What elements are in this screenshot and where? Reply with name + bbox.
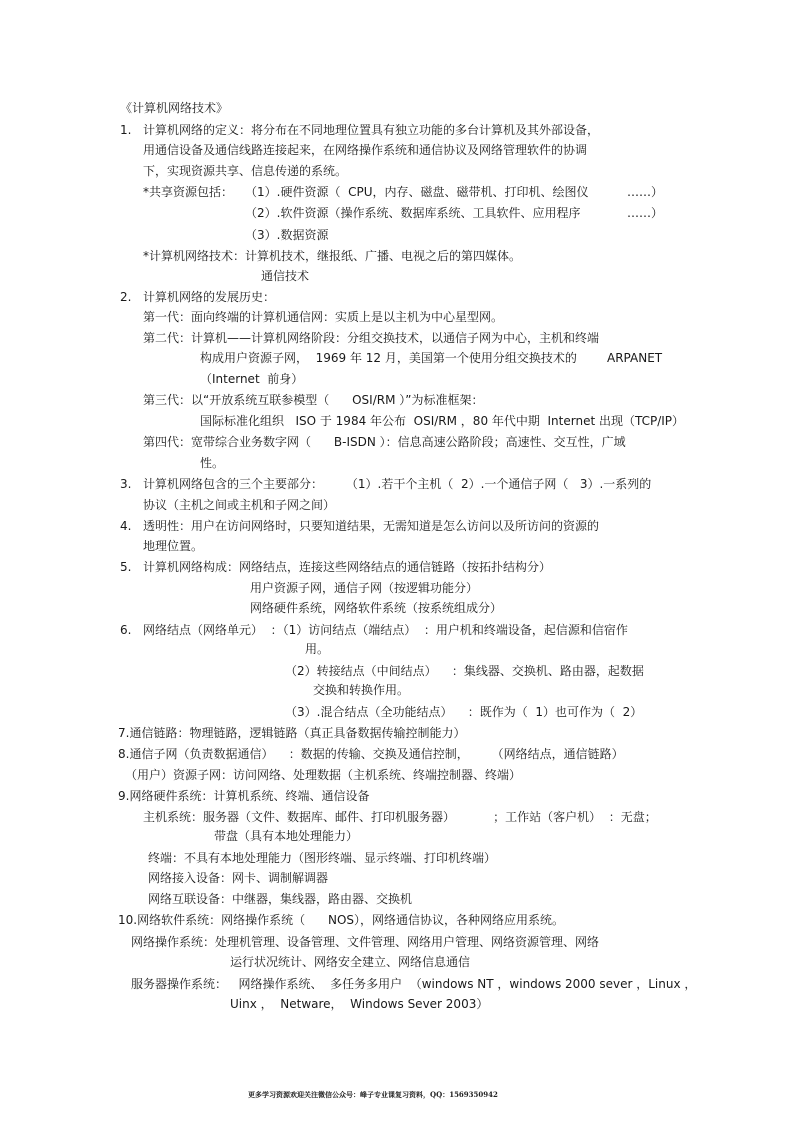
shared-resource-item: （2）.软件资源（操作系统、数据库系统、工具软件、应用程序 <box>245 206 581 220</box>
definition-text: 用通信设备及通信线路连接起来，在网络操作系统和通信协议及网络管理软件的协调 <box>143 143 588 157</box>
node-text: 用。 <box>305 642 330 656</box>
components-text: 协议（主机之间或主机和子网之间） <box>143 498 336 512</box>
hardware-text: 网络接入设备：网卡、调制解调器 <box>148 871 329 885</box>
hardware-text: 终端：不具有本地处理能力（图形终端、显示终端、打印机终端） <box>148 851 497 865</box>
software-text: 服务器操作系统： 网络操作系统、 多任务多用户 （windows NT ，windows 2000 sever ，Linux ， <box>131 977 697 991</box>
node-text: 网络结点（网络单元） ：（1）访问结点（端结点） ：用户机和终端设备，起信源和信宿作 <box>143 623 628 637</box>
generation-text: 第二代：计算机——计算机网络阶段：分组交换技术，以通信子网为中心，主机和终端 <box>143 331 600 345</box>
section-number: 2. <box>120 290 132 304</box>
generation-text: （Internet 前身） <box>200 372 304 386</box>
generation-text: 性。 <box>200 456 225 470</box>
software-text: 运行状况统计、网络安全建立、网络信息通信 <box>230 955 471 969</box>
composition-text: 网络硬件系统，网络软件系统（按系统组成分） <box>250 601 503 615</box>
shared-resources-label: *共享资源包括： <box>143 185 234 199</box>
subnet-text: （用户）资源子网：访问网络、处理数据（主机系统、终端控制器、终端） <box>125 768 522 782</box>
ellipsis: ……） <box>627 206 664 220</box>
section-number: 3. <box>120 477 132 491</box>
software-text: Uinx ， Netware， Windows Sever 2003） <box>230 997 489 1011</box>
hardware-text: 9.网络硬件系统：计算机系统、终端、通信设备 <box>118 789 370 803</box>
software-text: 10.网络软件系统：网络操作系统（ NOS），网络通信协议，各种网络应用系统。 <box>118 913 565 927</box>
definition-text: 下，实现资源共享、信息传递的系统。 <box>143 164 348 178</box>
generation-text: 构成用户资源子网， 1969 年 12 月，美国第一个使用分组交换技术的 <box>200 351 577 365</box>
generation-text: 国际标准化组织 ISO 于 1984 年公布 OSI/RM ，80 年代中期 Internet 出现（TCP/IP） <box>200 414 685 428</box>
composition-text: 计算机网络构成：网络结点，连接这些网络结点的通信链路（按拓扑结构分） <box>143 560 552 574</box>
software-text: 网络操作系统：处理机管理、设备管理、文件管理、网络用户管理、网络资源管理、网络 <box>131 935 600 949</box>
generation-text: 第四代：宽带综合业务数字网（ B-ISDN ）：信息高速公路阶段；高速性、交互性，广域 <box>143 435 626 449</box>
definition-text: 计算机网络的定义：将分布在不同地理位置具有独立功能的多台计算机及其外部设备， <box>143 123 600 137</box>
link-text: 7.通信链路：物理链路，逻辑链路（真正具备数据传输控制能力） <box>118 726 466 740</box>
shared-resource-item: （1）.硬件资源（ CPU，内存、磁盘、磁带机、打印机、绘图仪 <box>245 185 589 199</box>
generation-text: 第三代：以“开放系统互联参模型（ OSI/RM ）”为标准框架： <box>143 393 484 407</box>
transparency-text: 透明性：用户在访问网络时，只要知道结果，无需知道是怎么访问以及所访问的资源的 <box>143 519 600 533</box>
network-tech-text: 通信技术 <box>261 269 310 283</box>
node-text: （3）.混合结点（全功能结点） ：既作为（ 1）也可作为（ 2） <box>285 705 643 719</box>
hardware-text: 带盘（具有本地处理能力） <box>214 829 359 843</box>
shared-resource-item: （3）.数据资源 <box>245 228 329 242</box>
generation-text: 第一代：面向终端的计算机通信网：实质上是以主机为中心星型网。 <box>143 310 504 324</box>
subnet-text: 8.通信子网（负责数据通信） ：数据的传输、交换及通信控制， （网络结点，通信链路） <box>118 747 624 761</box>
section-number: 4. <box>120 519 132 533</box>
composition-text: 用户资源子网，通信子网（按逻辑功能分） <box>250 581 479 595</box>
network-tech-text: *计算机网络技术：计算机技术，继报纸、广播、电视之后的第四媒体。 <box>143 249 522 263</box>
node-text: 交换和转换作用。 <box>313 683 410 697</box>
section-number: 6. <box>120 623 132 637</box>
node-text: （2）转接结点（中间结点） ：集线器、交换机、路由器，起数据 <box>285 664 644 678</box>
transparency-text: 地理位置。 <box>143 539 204 553</box>
page-footer: 更多学习资源欢迎关注微信公众号：峰子专业课复习资料，QQ：1569350942 <box>248 1090 498 1099</box>
ellipsis: ……） <box>627 185 664 199</box>
hardware-text: 主机系统：服务器（文件、数据库、邮件、打印机服务器） ；工作站（客户机） ：无盘； <box>143 810 657 824</box>
hardware-text: 网络互联设备：中继器，集线器，路由器、交换机 <box>148 892 413 906</box>
components-text: 计算机网络包含的三个主要部分： （1）.若干个主机（ 2）.一个通信子网（ 3）.一系列的 <box>143 477 652 491</box>
section-number: 1. <box>120 123 132 137</box>
document-title: 《计算机网络技术》 <box>120 101 229 115</box>
section-number: 5. <box>120 560 132 574</box>
generation-text: ARPANET <box>607 351 663 365</box>
history-heading: 计算机网络的发展历史： <box>143 290 276 304</box>
